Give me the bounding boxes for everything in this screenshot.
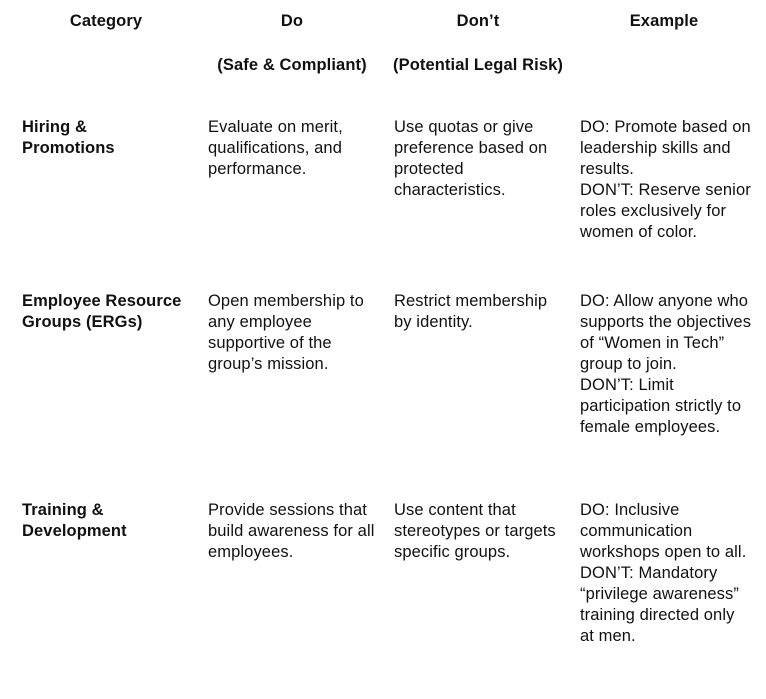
header-example-title: Example xyxy=(629,12,699,30)
example-do: DO: Allow anyone who supports the objectives of “Women in Tech” group to join. xyxy=(580,292,752,373)
row-do: Open membership to any employee supportive of the group’s mission. xyxy=(208,292,364,373)
example-dont: DON’T: Limit participation strictly to female employees. xyxy=(580,376,742,436)
row-category: Hiring & Promotions xyxy=(22,118,115,157)
header-do-title: Do xyxy=(280,12,304,30)
row-example xyxy=(580,500,752,647)
header-dont xyxy=(385,11,571,76)
header-do-subtitle: (Safe & Compliant) xyxy=(217,56,367,74)
row-example xyxy=(580,117,752,243)
header-dont-subtitle: (Potential Legal Risk) xyxy=(393,56,563,74)
row-dont: Use content that stereotypes or targets specific groups. xyxy=(394,501,556,561)
row-category: Training & Development xyxy=(22,501,127,540)
header-category xyxy=(13,11,199,55)
row-do: Provide sessions that build awareness for all employees. xyxy=(208,501,375,561)
example-dont: DON’T: Reserve senior roles exclusively for women of color. xyxy=(580,181,751,241)
row-example xyxy=(580,291,752,438)
row-dont: Use quotas or give preference based on protected characteristics. xyxy=(394,118,548,199)
example-do: DO: Promote based on leadership skills and results. xyxy=(580,118,751,178)
row-do: Evaluate on merit, qualifications, and performance. xyxy=(208,118,343,178)
example-dont: DON’T: Mandatory “privilege awareness” training directed only at men. xyxy=(580,564,739,645)
row-category: Employee Resource Groups (ERGs) xyxy=(22,292,182,331)
row-dont: Restrict membership by identity. xyxy=(394,292,548,331)
header-category-title: Category xyxy=(69,12,143,30)
header-example xyxy=(571,11,757,55)
header-dont-title: Don’t xyxy=(456,12,500,30)
example-do: DO: Inclusive communication workshops open to all. xyxy=(580,501,747,561)
header-do xyxy=(199,11,385,76)
